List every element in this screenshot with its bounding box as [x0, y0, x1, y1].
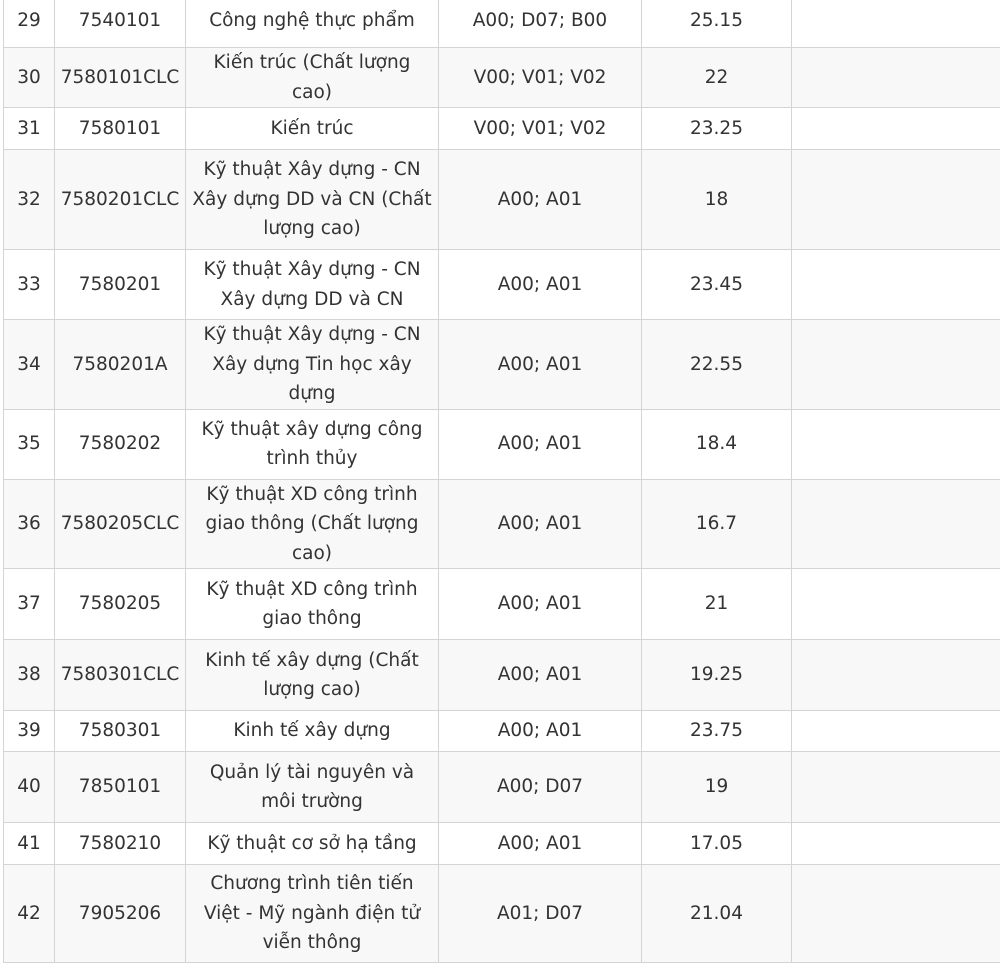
cutoff-score: 23.45 [642, 250, 792, 320]
cutoff-score: 18.4 [642, 409, 792, 479]
note-cell [792, 823, 1000, 865]
row-number: 42 [4, 865, 55, 963]
major-code: 7850101 [55, 752, 186, 823]
major-name: Kỹ thuật xây dựng công trình thủy [186, 409, 439, 479]
cutoff-score: 19.25 [642, 640, 792, 711]
subject-combination: A00; A01 [439, 320, 642, 410]
major-name: Quản lý tài nguyên và môi trường [186, 752, 439, 823]
major-code: 7580101CLC [55, 48, 186, 108]
table-row [4, 48, 1000, 108]
table-row [4, 752, 1000, 823]
table-body [4, 0, 1000, 963]
table-row [4, 320, 1000, 410]
note-cell [792, 479, 1000, 569]
row-number: 33 [4, 250, 55, 320]
note-cell [792, 865, 1000, 963]
cutoff-score: 18 [642, 150, 792, 250]
subject-combination: A00; A01 [439, 409, 642, 479]
note-cell [792, 250, 1000, 320]
major-code: 7580201A [55, 320, 186, 410]
row-number: 35 [4, 409, 55, 479]
table-row [4, 711, 1000, 752]
cutoff-score: 17.05 [642, 823, 792, 865]
note-cell [792, 108, 1000, 150]
table-row [4, 108, 1000, 150]
major-name: Công nghệ thực phẩm [186, 0, 439, 48]
row-number: 37 [4, 569, 55, 640]
cutoff-score: 21 [642, 569, 792, 640]
subject-combination: V00; V01; V02 [439, 48, 642, 108]
row-number: 36 [4, 479, 55, 569]
subject-combination: A00; A01 [439, 150, 642, 250]
cutoff-score: 23.75 [642, 711, 792, 752]
major-name: Kinh tế xây dựng [186, 711, 439, 752]
note-cell [792, 569, 1000, 640]
subject-combination: A00; A01 [439, 823, 642, 865]
major-code: 7905206 [55, 865, 186, 963]
table-row [4, 479, 1000, 569]
subject-combination: A00; A01 [439, 479, 642, 569]
row-number: 32 [4, 150, 55, 250]
major-code: 7540101 [55, 0, 186, 48]
table-row [4, 865, 1000, 963]
major-name: Chương trình tiên tiến Việt - Mỹ ngành điện tử viễn thông [186, 865, 439, 963]
subject-combination: A00; A01 [439, 711, 642, 752]
major-name: Kinh tế xây dựng (Chất lượng cao) [186, 640, 439, 711]
subject-combination: A00; A01 [439, 569, 642, 640]
major-code: 7580301 [55, 711, 186, 752]
major-code: 7580201CLC [55, 150, 186, 250]
row-number: 30 [4, 48, 55, 108]
subject-combination: A00; D07; B00 [439, 0, 642, 48]
row-number: 29 [4, 0, 55, 48]
major-code: 7580205CLC [55, 479, 186, 569]
table-row [4, 250, 1000, 320]
subject-combination: A00; D07 [439, 752, 642, 823]
major-name: Kỹ thuật Xây dựng - CN Xây dựng DD và CN [186, 250, 439, 320]
subject-combination: A00; A01 [439, 250, 642, 320]
major-name: Kỹ thuật Xây dựng - CN Xây dựng DD và CN (Chất lượng cao) [186, 150, 439, 250]
row-number: 41 [4, 823, 55, 865]
major-code: 7580101 [55, 108, 186, 150]
major-name: Kỹ thuật Xây dựng - CN Xây dựng Tin học xây dựng [186, 320, 439, 410]
major-code: 7580205 [55, 569, 186, 640]
note-cell [792, 320, 1000, 410]
admission-score-table [3, 0, 1000, 963]
cutoff-score: 25.15 [642, 0, 792, 48]
row-number: 40 [4, 752, 55, 823]
cutoff-score: 22.55 [642, 320, 792, 410]
subject-combination: A00; A01 [439, 640, 642, 711]
note-cell [792, 409, 1000, 479]
major-name: Kỹ thuật cơ sở hạ tầng [186, 823, 439, 865]
table-row [4, 569, 1000, 640]
major-code: 7580210 [55, 823, 186, 865]
note-cell [792, 711, 1000, 752]
major-name: Kiến trúc [186, 108, 439, 150]
cutoff-score: 19 [642, 752, 792, 823]
major-name: Kỹ thuật XD công trình giao thông (Chất lượng cao) [186, 479, 439, 569]
note-cell [792, 48, 1000, 108]
note-cell [792, 0, 1000, 48]
table-row [4, 823, 1000, 865]
row-number: 34 [4, 320, 55, 410]
table-row [4, 409, 1000, 479]
note-cell [792, 752, 1000, 823]
major-code: 7580201 [55, 250, 186, 320]
table-row [4, 150, 1000, 250]
row-number: 38 [4, 640, 55, 711]
cutoff-score: 21.04 [642, 865, 792, 963]
note-cell [792, 640, 1000, 711]
note-cell [792, 150, 1000, 250]
cutoff-score: 22 [642, 48, 792, 108]
row-number: 31 [4, 108, 55, 150]
table-row [4, 0, 1000, 48]
major-name: Kiến trúc (Chất lượng cao) [186, 48, 439, 108]
cutoff-score: 16.7 [642, 479, 792, 569]
major-code: 7580202 [55, 409, 186, 479]
table-row [4, 640, 1000, 711]
cutoff-score: 23.25 [642, 108, 792, 150]
major-name: Kỹ thuật XD công trình giao thông [186, 569, 439, 640]
major-code: 7580301CLC [55, 640, 186, 711]
row-number: 39 [4, 711, 55, 752]
subject-combination: A01; D07 [439, 865, 642, 963]
subject-combination: V00; V01; V02 [439, 108, 642, 150]
